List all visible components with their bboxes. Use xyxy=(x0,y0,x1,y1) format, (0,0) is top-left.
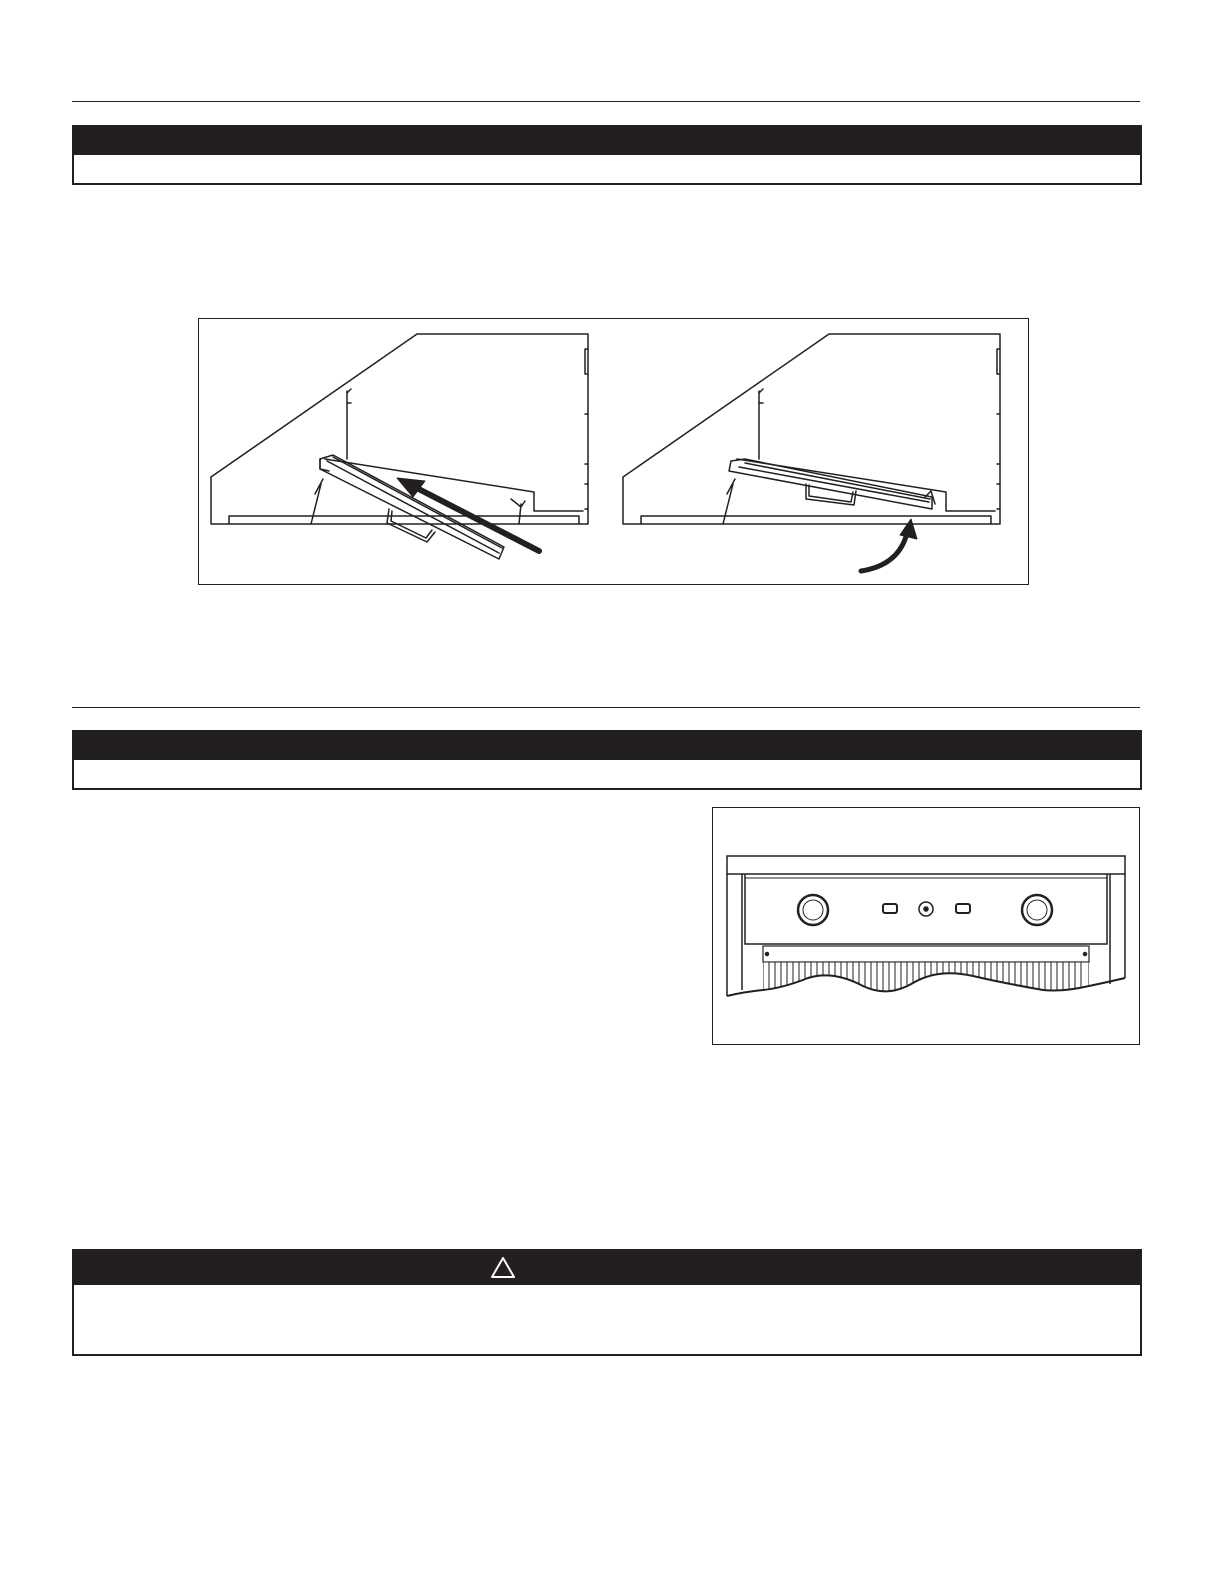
section-title-1 xyxy=(74,127,1140,155)
section-subtitle-1 xyxy=(74,155,1140,183)
warning-body xyxy=(74,1285,1140,1301)
hood-control-panel-figure xyxy=(712,807,1140,1045)
section-subtitle-2 xyxy=(74,760,1140,788)
middle-divider xyxy=(72,707,1140,708)
section-header-1 xyxy=(72,125,1142,185)
filter-installation-figure xyxy=(198,318,1029,585)
section-header-2 xyxy=(72,730,1142,790)
filter-installation-diagram xyxy=(199,319,1027,583)
warning-triangle-icon xyxy=(490,1256,516,1280)
warning-box xyxy=(72,1249,1142,1356)
top-divider xyxy=(72,101,1140,102)
hood-control-panel-diagram xyxy=(713,808,1138,1043)
warning-header xyxy=(74,1251,1140,1285)
section-title-2 xyxy=(74,732,1140,760)
